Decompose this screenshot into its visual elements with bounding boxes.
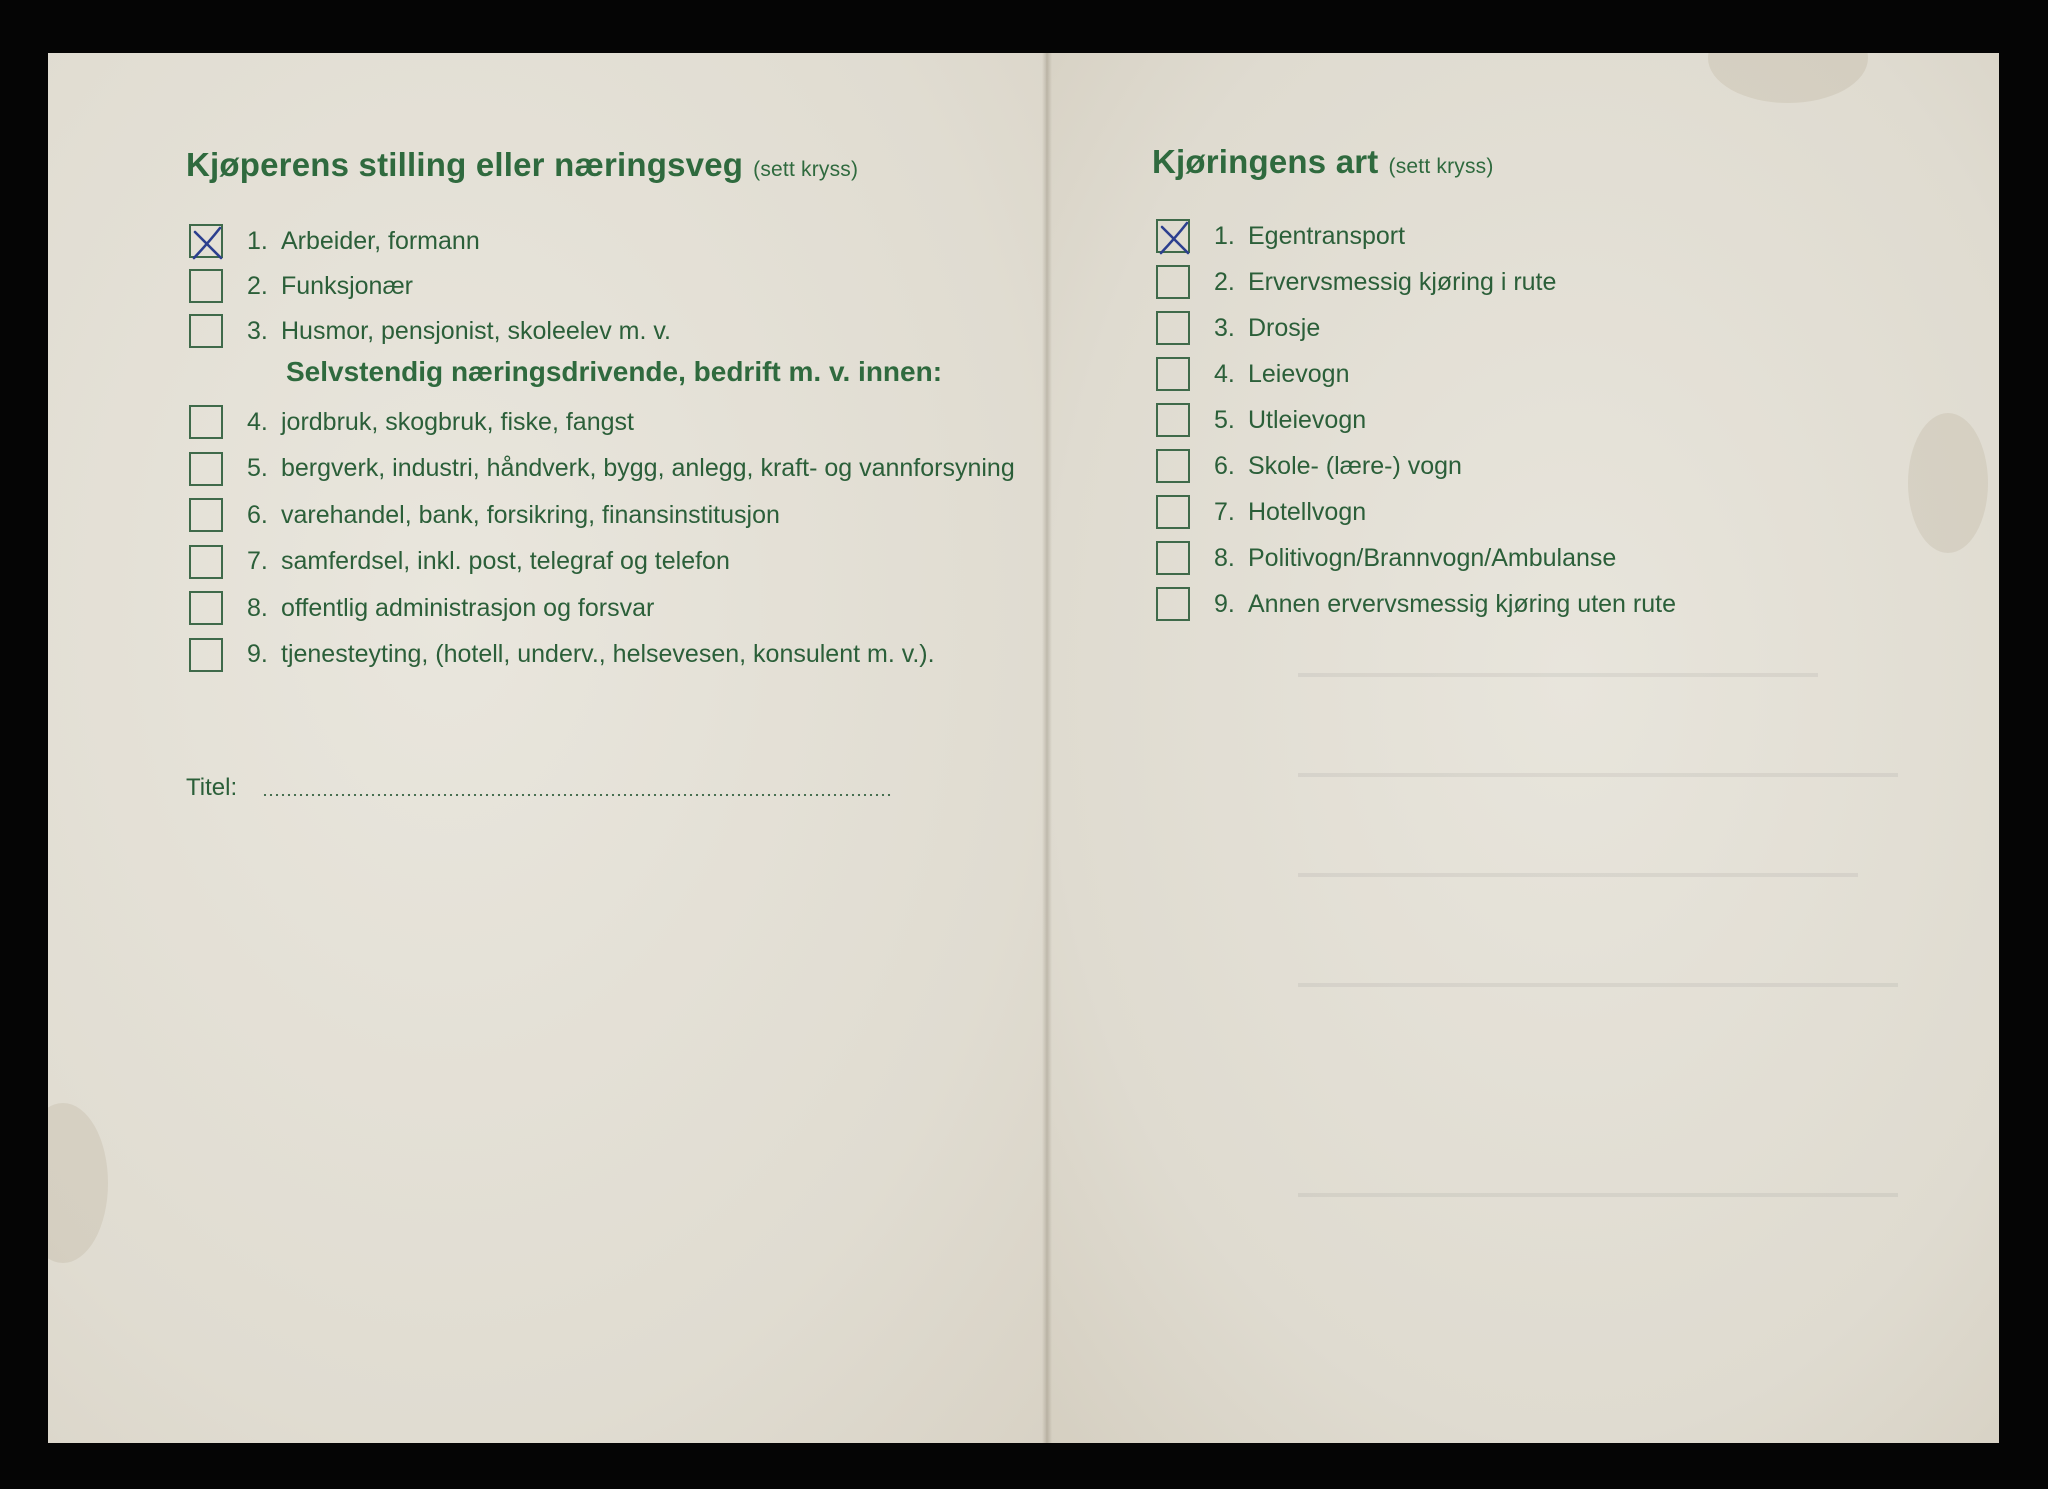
paper-stain bbox=[1908, 413, 1988, 553]
checkbox-row[interactable] bbox=[189, 221, 480, 261]
checkbox-row[interactable] bbox=[189, 635, 935, 675]
bleed-through-line bbox=[1298, 983, 1898, 987]
item-label: Drosje bbox=[1248, 313, 1321, 342]
bleed-through-line bbox=[1298, 873, 1858, 877]
checkbox-row[interactable] bbox=[1156, 538, 1616, 578]
self-employed-subheading: Selvstendig næringsdrivende, bedrift m. v. innen: bbox=[286, 356, 943, 387]
checkbox-row[interactable] bbox=[189, 588, 654, 628]
item-number: 9. bbox=[247, 640, 268, 668]
item-number: 9. bbox=[1214, 589, 1235, 618]
checkbox[interactable] bbox=[1156, 587, 1190, 621]
heading-hint: (sett kryss) bbox=[753, 158, 859, 181]
checkbox[interactable] bbox=[189, 452, 223, 486]
titel-field-line[interactable] bbox=[262, 794, 892, 796]
item-label: Egentransport bbox=[1248, 221, 1406, 250]
titel-label: Titel: bbox=[186, 774, 238, 801]
checkbox-row[interactable] bbox=[1156, 400, 1366, 440]
item-label: tjenesteyting, (hotell, underv., helsevesen, konsulent m. v.). bbox=[281, 640, 935, 668]
item-number: 3. bbox=[247, 316, 268, 345]
checkbox[interactable] bbox=[189, 545, 223, 579]
checkbox-row[interactable] bbox=[1156, 216, 1405, 256]
cross-mark-icon bbox=[1154, 217, 1196, 259]
item-label: bergverk, industri, håndverk, bygg, anlegg, kraft- og vannforsyning bbox=[281, 454, 1015, 482]
checkbox[interactable] bbox=[189, 498, 223, 532]
checkbox-row[interactable] bbox=[1156, 584, 1676, 624]
checkbox[interactable] bbox=[1156, 495, 1190, 529]
checkbox-checked[interactable] bbox=[189, 224, 223, 258]
checkbox[interactable] bbox=[1156, 311, 1190, 345]
item-label: Skole- (lære-) vogn bbox=[1248, 451, 1462, 480]
checkbox-row[interactable] bbox=[189, 495, 780, 535]
item-label: Annen ervervsmessig kjøring uten rute bbox=[1248, 589, 1676, 618]
item-number: 8. bbox=[1214, 543, 1235, 572]
item-number: 5. bbox=[247, 454, 268, 482]
checkbox[interactable] bbox=[189, 314, 223, 348]
item-label: Politivogn/Brannvogn/Ambulanse bbox=[1248, 543, 1617, 572]
item-number: 7. bbox=[247, 547, 268, 575]
item-label: Husmor, pensjonist, skoleelev m. v. bbox=[281, 316, 671, 345]
checkbox[interactable] bbox=[1156, 541, 1190, 575]
item-number: 2. bbox=[1214, 267, 1235, 296]
item-number: 5. bbox=[1214, 405, 1235, 434]
heading-text: Kjøringens art bbox=[1152, 143, 1379, 180]
item-label: Ervervsmessig kjøring i rute bbox=[1248, 267, 1557, 296]
item-label: Utleievogn bbox=[1248, 405, 1367, 434]
item-label: samferdsel, inkl. post, telegraf og telefon bbox=[281, 547, 730, 575]
item-number: 1. bbox=[1214, 221, 1235, 250]
checkbox[interactable] bbox=[189, 638, 223, 672]
checkbox-row[interactable] bbox=[189, 402, 634, 442]
checkbox[interactable] bbox=[1156, 403, 1190, 437]
checkbox-row[interactable] bbox=[189, 311, 671, 351]
cross-mark-icon bbox=[187, 222, 229, 264]
checkbox-row[interactable] bbox=[189, 266, 413, 306]
checkbox-row[interactable] bbox=[189, 449, 1015, 489]
heading-hint: (sett kryss) bbox=[1388, 155, 1494, 178]
checkbox-row[interactable] bbox=[1156, 492, 1366, 532]
checkbox-row[interactable] bbox=[1156, 308, 1320, 348]
item-number: 2. bbox=[247, 271, 268, 300]
bleed-through-line bbox=[1298, 773, 1898, 777]
checkbox-row[interactable] bbox=[1156, 354, 1349, 394]
item-number: 7. bbox=[1214, 497, 1235, 526]
item-label: Arbeider, formann bbox=[281, 226, 480, 255]
item-number: 6. bbox=[247, 500, 268, 529]
heading-text: Kjøperens stilling eller næringsveg bbox=[186, 146, 744, 183]
checkbox-row[interactable] bbox=[1156, 446, 1462, 486]
checkbox[interactable] bbox=[189, 269, 223, 303]
document-sheet bbox=[48, 53, 1999, 1443]
checkbox-row[interactable] bbox=[189, 542, 730, 582]
checkbox[interactable] bbox=[189, 405, 223, 439]
item-number: 6. bbox=[1214, 451, 1235, 480]
item-number: 4. bbox=[247, 407, 268, 436]
bleed-through-line bbox=[1298, 673, 1818, 677]
item-label: jordbruk, skogbruk, fiske, fangst bbox=[281, 407, 634, 436]
checkbox[interactable] bbox=[189, 591, 223, 625]
buyer-occupation-heading bbox=[186, 146, 858, 184]
item-number: 1. bbox=[247, 226, 268, 255]
checkbox-row[interactable] bbox=[1156, 262, 1556, 302]
item-number: 3. bbox=[1214, 313, 1235, 342]
item-label: Hotellvogn bbox=[1248, 497, 1367, 526]
checkbox[interactable] bbox=[1156, 357, 1190, 391]
checkbox-checked[interactable] bbox=[1156, 219, 1190, 253]
bleed-through-line bbox=[1298, 1193, 1898, 1197]
item-label: Funksjonær bbox=[281, 271, 413, 300]
driving-type-heading bbox=[1152, 143, 1494, 181]
item-number: 4. bbox=[1214, 359, 1235, 388]
checkbox[interactable] bbox=[1156, 449, 1190, 483]
item-label: offentlig administrasjon og forsvar bbox=[281, 593, 655, 622]
item-label: Leievogn bbox=[1248, 359, 1350, 388]
item-label: varehandel, bank, forsikring, finansinstitusjon bbox=[281, 500, 780, 529]
checkbox[interactable] bbox=[1156, 265, 1190, 299]
item-number: 8. bbox=[247, 593, 268, 622]
center-fold bbox=[1042, 53, 1052, 1443]
